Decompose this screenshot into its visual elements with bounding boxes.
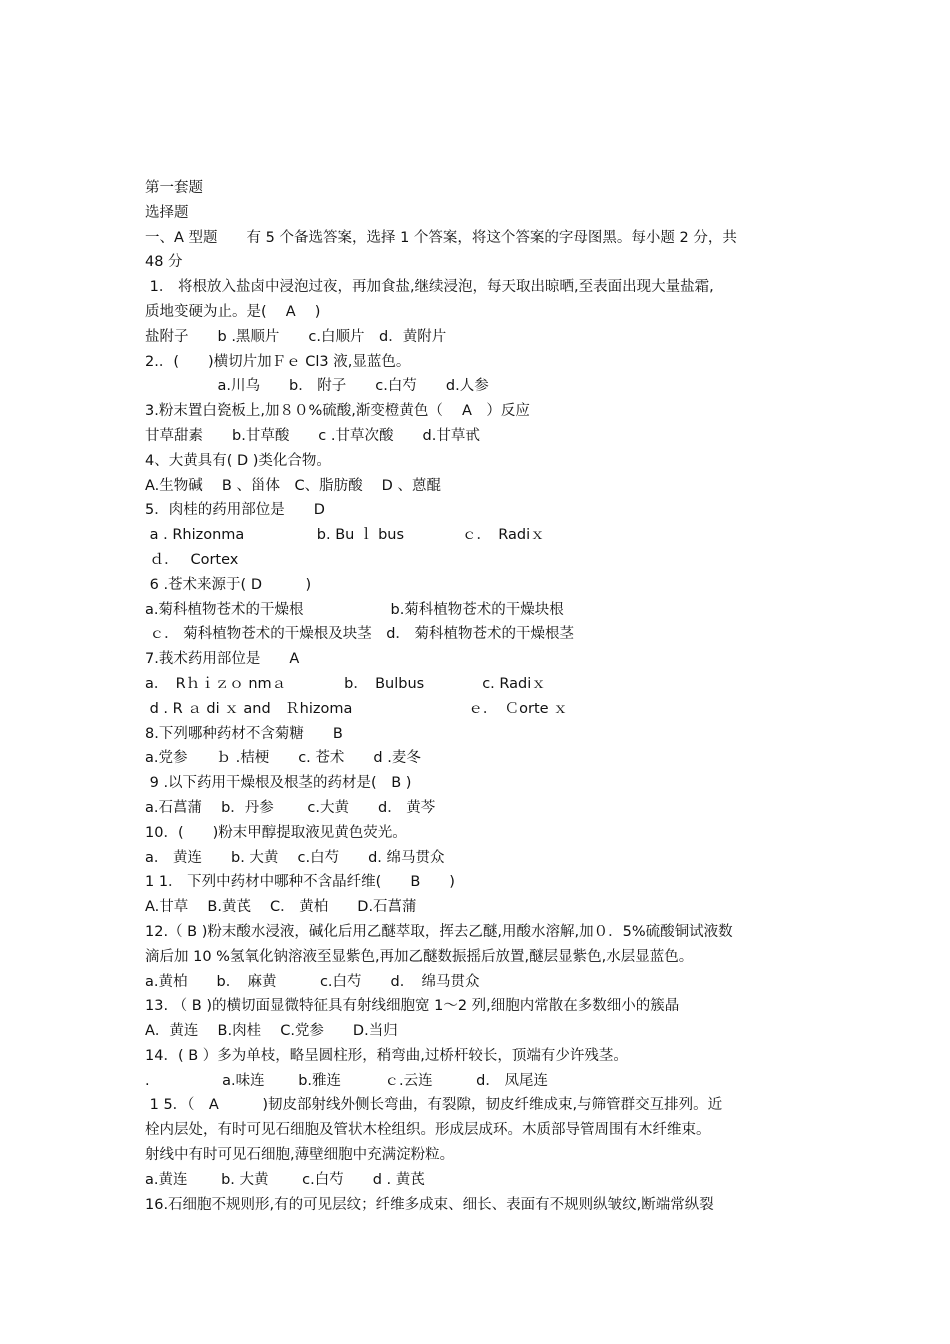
text-line: 14．( B ）多为单枝，略呈圆柱形，稍弯曲,过桥杆较长，顶端有少许残茎。 — [145, 1047, 628, 1064]
text-line: a.川乌 b． 附子 c.白芍 d.人参 — [145, 378, 489, 395]
text-line: 质地变硬为止。是( A ) — [145, 303, 321, 320]
text-line: 甘草甜素 b.甘草酸 c .甘草次酸 d.甘草甙 — [145, 427, 480, 444]
text-line: 1 5．（ A )韧皮部射线外侧长弯曲，有裂隙，韧皮纤维成束,与筛管群交互排列。近 — [145, 1097, 723, 1114]
text-line: ｃ． 菊科植物苍术的干燥根及块茎 d． 菊科植物苍术的干燥根茎 — [145, 626, 575, 643]
text-line: 7.莪术药用部位是 A — [145, 651, 300, 668]
text-line: 3.粉末置白瓷板上,加８０%硫酸,渐变橙黄色（ A ）反应 — [145, 403, 530, 420]
text-line: 射线中有时可见石细胞,薄壁细胞中充满淀粉粒。 — [145, 1147, 455, 1164]
text-line: a.党参 ｂ .桔梗 c. 苍术 d .麦冬 — [145, 750, 421, 767]
text-line: 4、大黄具有( D )类化合物。 — [145, 452, 331, 469]
text-line: 1． 将根放入盐卤中浸泡过夜，再加食盐,继续浸泡，每天取出晾晒,至表面出现大量盐霜, — [145, 279, 714, 296]
text-line: a.黄连 b. 大黄 c.白芍 d . 黄芪 — [145, 1171, 425, 1188]
text-line: 13. （ B )的横切面显微特征具有射线细胞宽 1～2 列,细胞内常散在多数细小的簇晶 — [145, 998, 680, 1015]
text-line: 栓内层处，有时可见石细胞及管状木栓组织。形成层成环。木质部导管周围有木纤维束。 — [145, 1122, 711, 1139]
text-line: 盐附子 b .黑顺片 c.白顺片 d．黄附片 — [145, 328, 447, 345]
text-line: 1 1． 下列中药材中哪种不含晶纤维( B ) — [145, 874, 455, 891]
text-line: a.黄柏 b． 麻黄 c.白芍 d． 绵马贯众 — [145, 973, 480, 990]
text-line: d . R ａ di ｘ and Ｒhizoma ｅ． Ｃorte ｘ — [145, 700, 568, 717]
text-line: a . Rhizonma b. Bu ｌ bus ｃ． Radiｘ — [145, 527, 545, 544]
text-line: 5．肉桂的药用部位是 D — [145, 502, 325, 519]
text-line: ｄ． Cortex — [145, 551, 239, 568]
text-line: 8.下列哪种药材不含菊糖 B — [145, 725, 343, 742]
text-line: 滴后加 10 %氢氧化钠溶液至显紫色,再加乙醚数振摇后放置,醚层显紫色,水层显蓝色。 — [145, 948, 694, 965]
text-line: 6 .苍术来源于( D ) — [145, 576, 312, 593]
text-line: . a.味连 b.雅连 ｃ.云连 d． 凤尾连 — [145, 1072, 548, 1089]
text-line: 12.（ B )粉末酸水浸液，碱化后用乙醚萃取，挥去乙醚,用酸水溶解,加０．5%硫酸铜试液数 — [145, 923, 733, 940]
text-line: a.石菖蒲 b．丹参 c.大黄 d． 黄芩 — [145, 799, 436, 816]
text-line: A．黄连 B.肉桂 C.党参 D.当归 — [145, 1023, 398, 1040]
text-line: 10．( )粉末甲醇提取液见黄色荧光。 — [145, 824, 407, 841]
text-line: 选择题 — [145, 204, 189, 221]
text-line: 一、A 型题 有 5 个备选答案，选择 1 个答案，将这个答案的字母图黑。每小题 2 分，共 — [145, 229, 737, 246]
text-line: 48 分 — [145, 254, 183, 271]
text-line: a． Rｈｉｚｏ nmａ b． Bulbus c. Radiｘ — [145, 675, 546, 692]
text-line: 16.石细胞不规则形,有的可见层纹；纤维多成束、细长、表面有不规则纵皱纹,断端常纵裂 — [145, 1196, 714, 1213]
document-page — [145, 176, 810, 1217]
text-line: 第一套题 — [145, 180, 203, 196]
text-line: 9 .以下药用干燥根及根茎的药材是( B ) — [145, 775, 412, 792]
text-line: 2.．( )横切片加Ｆｅ Cl3 液,显蓝色。 — [145, 353, 411, 370]
text-line: A.甘草 B.黄芪 C． 黄柏 D.石菖蒲 — [145, 899, 417, 916]
text-line: a． 黄连 b. 大黄 c.白芍 d. 绵马贯众 — [145, 849, 445, 866]
text-line: A.生物碱 B 、甾体 C、脂肪酸 D 、蒽醌 — [145, 477, 441, 494]
text-line: a.菊科植物苍术的干燥根 b.菊科植物苍术的干燥块根 — [145, 601, 564, 618]
